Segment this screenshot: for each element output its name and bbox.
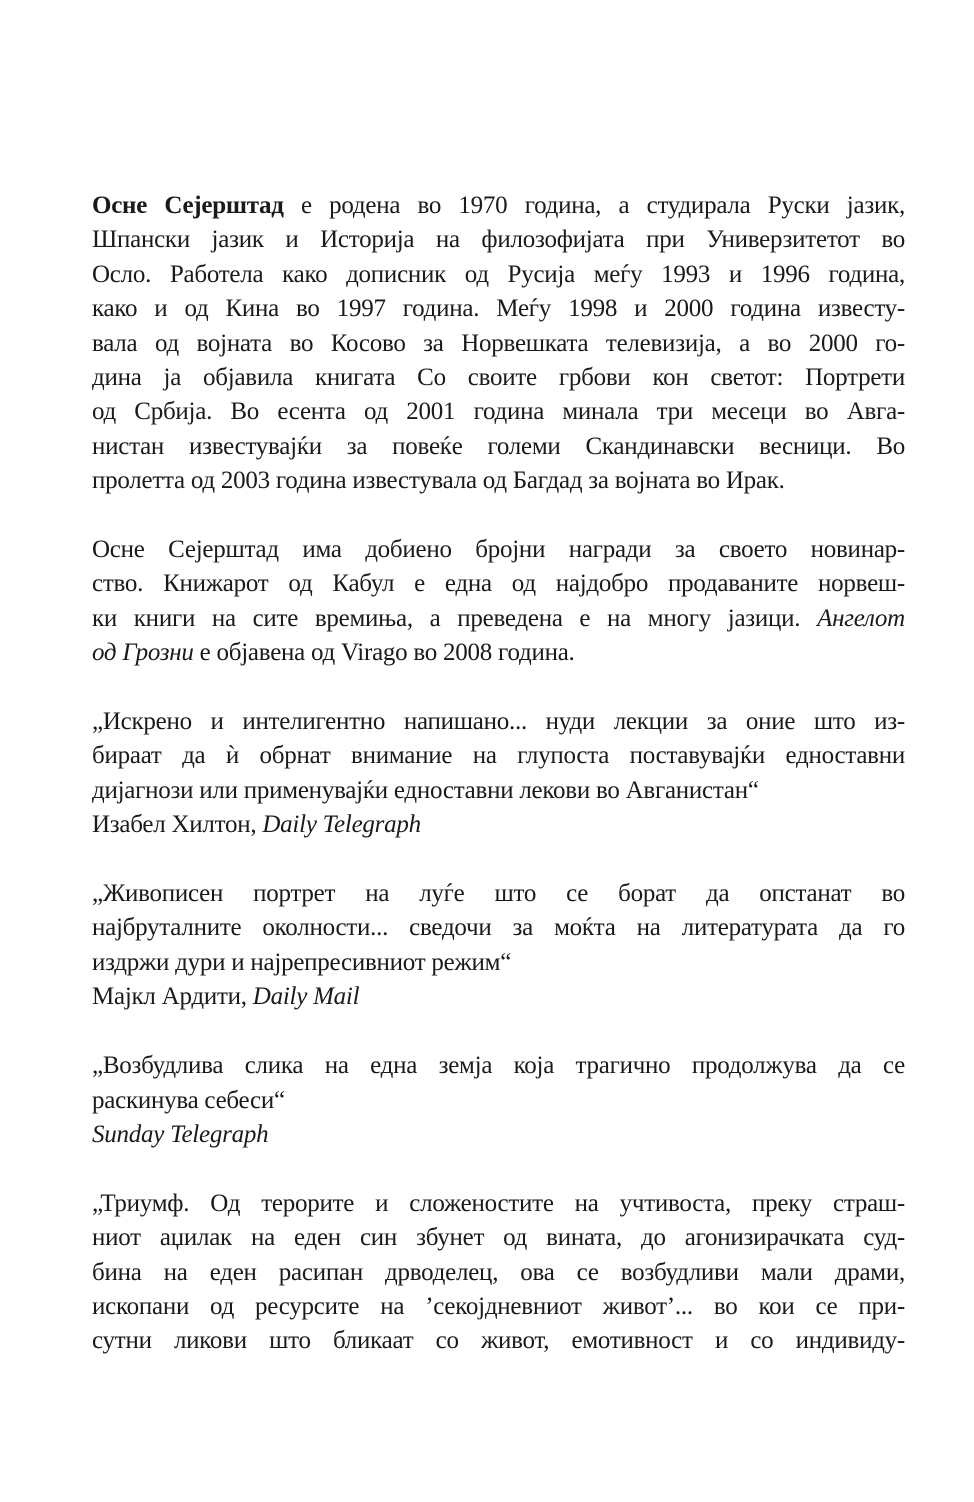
text-line: пролетта од 2003 година известувала од Багдад за војната во Ирак. <box>92 467 785 495</box>
review-quote <box>92 877 905 1015</box>
quote-line: бина на еден расипан дрводелец, ова се возбудливи мали драми, <box>92 1258 905 1286</box>
review-quote <box>92 1049 905 1152</box>
book-title: од Грозни <box>92 639 194 667</box>
quote-line: „Возбудлива слика на една земја која трагично продолжува да се <box>92 1052 905 1080</box>
text-line: ство. Книжарот од Кабул е една од најдобро продаваните норвеш- <box>92 570 905 598</box>
reviewer-name: Изабел Хилтон, <box>92 811 263 839</box>
quote-line: бираат да ѝ обрнат внимание на глупоста поставувајќи едноставни <box>92 742 905 770</box>
quote-line: „Живописен портрет на луѓе што се борат да опстанат во <box>92 880 905 908</box>
quote-line: ископани од ресурсите на ’секојдневниот живот’... во кои се при- <box>92 1292 905 1320</box>
quote-attribution <box>92 808 905 842</box>
reviewer-name: Мајкл Ардити, <box>92 983 253 1011</box>
text-line: како и од Кина во 1997 година. Меѓу 1998 и 2000 година известу- <box>92 295 905 323</box>
author-bio-paragraph <box>92 189 905 499</box>
quote-line: „Искрено и интелигентно напишано... нуди лекции за оние што из- <box>92 708 905 736</box>
author-name: Осне Сејерштад <box>92 192 284 219</box>
text-line: Осло. Работела како дописник од Русија меѓу 1993 и 1996 година, <box>92 260 905 288</box>
text-line: од Грозни е објавена од Virago во 2008 година. <box>92 639 575 667</box>
quote-line: ниот аџилак на еден син збунет од вината, до агонизирачката суд- <box>92 1224 905 1252</box>
quote-line: сутни ликови што бликаат со живот, емотивност и со индивиду- <box>92 1327 905 1355</box>
publication-name: Sunday Telegraph <box>92 1120 269 1148</box>
awards-paragraph <box>92 533 905 671</box>
book-title: Ангелот <box>817 604 905 632</box>
quote-line: најбруталните околности... сведочи за моќта на литературата да го <box>92 914 905 942</box>
quote-line: раскинува себеси“ <box>92 1086 285 1114</box>
text-line: дина ја објавила книгата Со своите грбови кон светот: Портрети <box>92 364 905 392</box>
text-line: Осне Сејерштад е родена во 1970 година, а студирала Руски јазик, <box>92 192 905 219</box>
review-quote <box>92 1187 905 1359</box>
text-line: ки книги на сите времиња, а преведена е на многу јазици. Ангелот <box>92 604 905 632</box>
text-line: од Србија. Во есента од 2001 година минала три месеци во Авга- <box>92 398 905 426</box>
quote-line: „Триумф. Од терорите и сложеностите на учтивоста, преку страш- <box>92 1189 905 1217</box>
publication-name: Daily Mail <box>252 983 360 1011</box>
text-line: вала од војната во Косово за Норвешката телевизија, а во 2000 го- <box>92 329 905 357</box>
text-line: Осне Сејерштад има добиено бројни награди за своето новинар- <box>92 536 905 564</box>
quote-attribution <box>92 980 905 1014</box>
quote-line: издржи дури и најрепресивниот режим“ <box>92 948 512 976</box>
review-quote <box>92 705 905 843</box>
text-line: нистан известувајќи за повеќе големи Скандинавски весници. Во <box>92 432 905 460</box>
text-line: Шпански јазик и Историја на филозофијата при Универзитетот во <box>92 226 905 254</box>
quote-line: дијагнози или применувајќи едноставни лекови во Авганистан“ <box>92 776 759 804</box>
publication-name: Daily Telegraph <box>262 811 421 839</box>
page-body <box>92 189 905 1393</box>
